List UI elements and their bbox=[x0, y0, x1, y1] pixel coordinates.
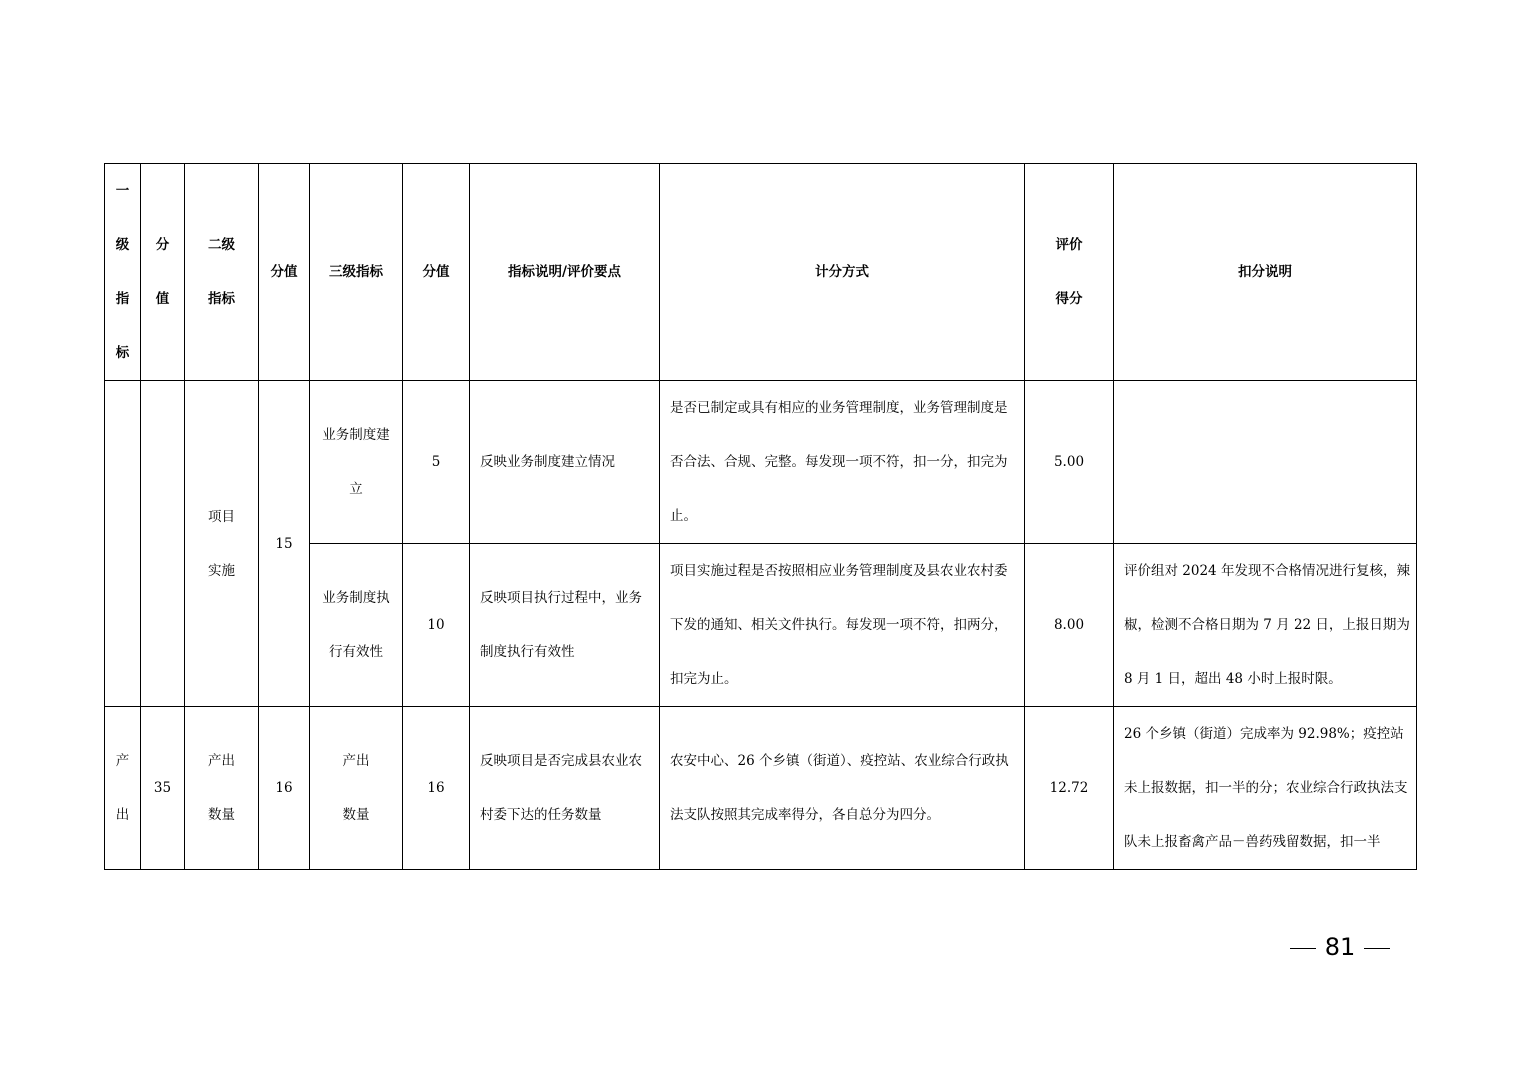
header-score3: 分值 bbox=[403, 164, 470, 381]
row3-deduction: 26 个乡镇（街道）完成率为 92.98%；疫控站未上报数据，扣一半的分；农业综合行政执法支队未上报畜禽产品－兽药残留数据，扣一半 bbox=[1114, 707, 1417, 870]
row1-level2: 项目实施 bbox=[185, 381, 259, 707]
row3-eval-score: 12.72 bbox=[1025, 707, 1114, 870]
row3-score3: 16 bbox=[403, 707, 470, 870]
row2-scoring-method: 项目实施过程是否按照相应业务管理制度及县农业农村委下发的通知、相关文件执行。每发现一项不符，扣两分，扣完为止。 bbox=[660, 544, 1025, 707]
row1-level1 bbox=[105, 381, 141, 707]
row3-scoring-method: 农安中心、26 个乡镇（街道）、疫控站、农业综合行政执法支队按照其完成率得分，各自总分为四分。 bbox=[660, 707, 1025, 870]
row3-score1: 35 bbox=[141, 707, 185, 870]
header-score1: 分值 bbox=[141, 164, 185, 381]
row2-deduction: 评价组对 2024 年发现不合格情况进行复核，辣椒，检测不合格日期为 7 月 22 日，上报日期为 8 月 1 日，超出 48 小时上报时限。 bbox=[1114, 544, 1417, 707]
row2-level3: 业务制度执行有效性 bbox=[310, 544, 403, 707]
row1-deduction bbox=[1114, 381, 1417, 544]
table-row bbox=[105, 381, 1417, 544]
row3-level3: 产出数量 bbox=[310, 707, 403, 870]
row3-score2: 16 bbox=[259, 707, 310, 870]
table-row bbox=[105, 707, 1417, 870]
row1-score1 bbox=[141, 381, 185, 707]
row2-score3: 10 bbox=[403, 544, 470, 707]
row2-description: 反映项目执行过程中，业务制度执行有效性 bbox=[470, 544, 660, 707]
header-level2: 二级指标 bbox=[185, 164, 259, 381]
row2-eval-score: 8.00 bbox=[1025, 544, 1114, 707]
row1-scoring-method: 是否已制定或具有相应的业务管理制度，业务管理制度是否合法、合规、完整。每发现一项不符，扣一分，扣完为止。 bbox=[660, 381, 1025, 544]
table-header-row bbox=[105, 164, 1417, 381]
header-level3: 三级指标 bbox=[310, 164, 403, 381]
header-level1: 一级指标 bbox=[105, 164, 141, 381]
row1-score2: 15 bbox=[259, 381, 310, 707]
header-eval-score: 评价得分 bbox=[1025, 164, 1114, 381]
row1-eval-score: 5.00 bbox=[1025, 381, 1114, 544]
row3-description: 反映项目是否完成县农业农村委下达的任务数量 bbox=[470, 707, 660, 870]
page-number-right-dash bbox=[1364, 948, 1390, 949]
page-number bbox=[1280, 930, 1400, 964]
header-deduction: 扣分说明 bbox=[1114, 164, 1417, 381]
header-score2: 分值 bbox=[259, 164, 310, 381]
evaluation-table bbox=[104, 163, 1417, 870]
header-scoring-method: 计分方式 bbox=[660, 164, 1025, 381]
row1-score3: 5 bbox=[403, 381, 470, 544]
page-number-left-dash bbox=[1290, 948, 1316, 949]
header-description: 指标说明/评价要点 bbox=[470, 164, 660, 381]
page-number-text: 81 bbox=[1324, 933, 1356, 961]
row3-level2: 产出数量 bbox=[185, 707, 259, 870]
row1-description: 反映业务制度建立情况 bbox=[470, 381, 660, 544]
row3-level1: 产出 bbox=[105, 707, 141, 870]
row1-level3: 业务制度建立 bbox=[310, 381, 403, 544]
